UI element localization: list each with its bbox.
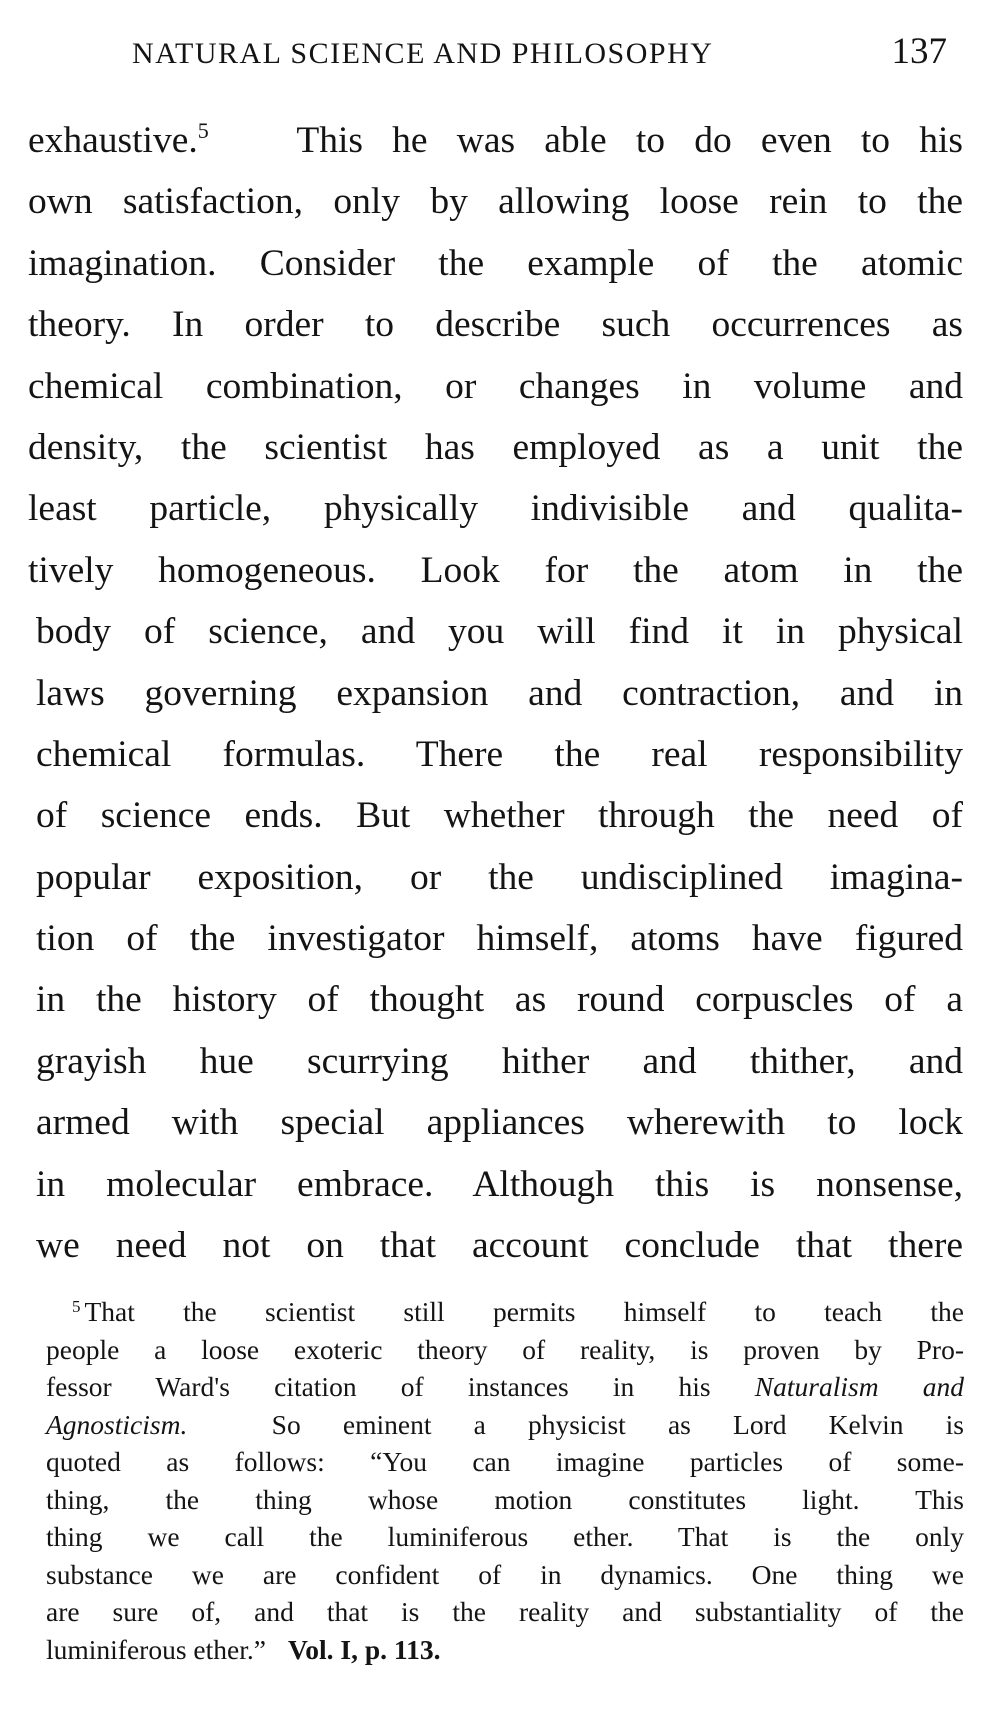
- footnote-line: thing, the thing whose motion constitutes light. This: [46, 1483, 964, 1515]
- text-line: body of science, and you will find it in physical: [36, 611, 963, 653]
- footnote-line: [46, 1406, 964, 1444]
- footnote-line: thing we call the luminiferous ether. That is the only: [46, 1521, 964, 1552]
- footnote-text: So eminent a physicist as Lord Kelvin is: [271, 1408, 965, 1440]
- text-line: tion of the investigator himself, atoms have figured: [36, 918, 963, 960]
- text-line: popular exposition, or the undisciplined imagina-: [36, 856, 963, 898]
- text-line: chemical combination, or changes in volume and: [28, 365, 963, 407]
- text-line: tively homogeneous. Look for the atom in the: [28, 549, 963, 591]
- running-title: NATURAL SCIENCE AND PHILOSOPHY: [132, 37, 714, 70]
- citation: Vol. I, p. 113.: [287, 1633, 441, 1665]
- book-title: Naturalism and: [754, 1371, 965, 1402]
- text-line: least particle, physically indivisible and qualita-: [28, 488, 963, 530]
- footnote-line: [46, 1293, 964, 1331]
- text-line: [28, 110, 963, 171]
- footnote-text: That the scientist still permits himself to teach the: [84, 1296, 964, 1327]
- text-line: grayish hue scurrying hither and thither, and: [36, 1040, 963, 1082]
- book-title: Agnosticism.: [46, 1408, 188, 1440]
- text-fragment: exhaustive.: [28, 120, 198, 161]
- text-line: theory. In order to describe such occurrences as: [28, 304, 963, 346]
- footnote-line: [46, 1631, 964, 1669]
- text-line: armed with special appliances wherewith to lock: [36, 1102, 963, 1144]
- footnote-text: fessor Ward's citation of instances in his: [46, 1371, 711, 1402]
- footnote-line: are sure of, and that is the reality and substantiality of the: [46, 1596, 964, 1627]
- footnote-reference: 5: [197, 118, 209, 143]
- text-line: imagination. Consider the example of the atomic: [28, 242, 963, 284]
- footnote-marker: 5: [72, 1297, 81, 1316]
- footnote-line: substance we are confident of in dynamics. One thing we: [46, 1558, 964, 1590]
- footnote-text: luminiferous ether.”: [46, 1633, 266, 1665]
- text-fragment: This he was able to do even to his: [296, 120, 964, 161]
- text-line: in molecular embrace. Although this is nonsense,: [36, 1163, 963, 1205]
- text-line: own satisfaction, only by allowing loose rein to the: [28, 181, 963, 223]
- footnote: [46, 1293, 964, 1668]
- text-line: of science ends. But whether through the need of: [36, 795, 963, 837]
- footnote-line: [46, 1368, 964, 1406]
- text-line: we need not on that account conclude that there: [36, 1225, 963, 1267]
- footnote-line: people a loose exoteric theory of reality, is proven by Pro-: [46, 1333, 964, 1365]
- footnote-line: quoted as follows: “You can imagine particles of some-: [46, 1446, 964, 1477]
- main-text: [28, 110, 963, 1276]
- text-line: in the history of thought as round corpuscles of a: [36, 979, 963, 1021]
- page-number: 137: [891, 31, 947, 72]
- page-header: [132, 30, 947, 80]
- text-line: chemical formulas. There the real responsibility: [36, 733, 963, 775]
- text-line: density, the scientist has employed as a unit the: [28, 426, 963, 468]
- text-line: laws governing expansion and contraction, and in: [36, 672, 963, 714]
